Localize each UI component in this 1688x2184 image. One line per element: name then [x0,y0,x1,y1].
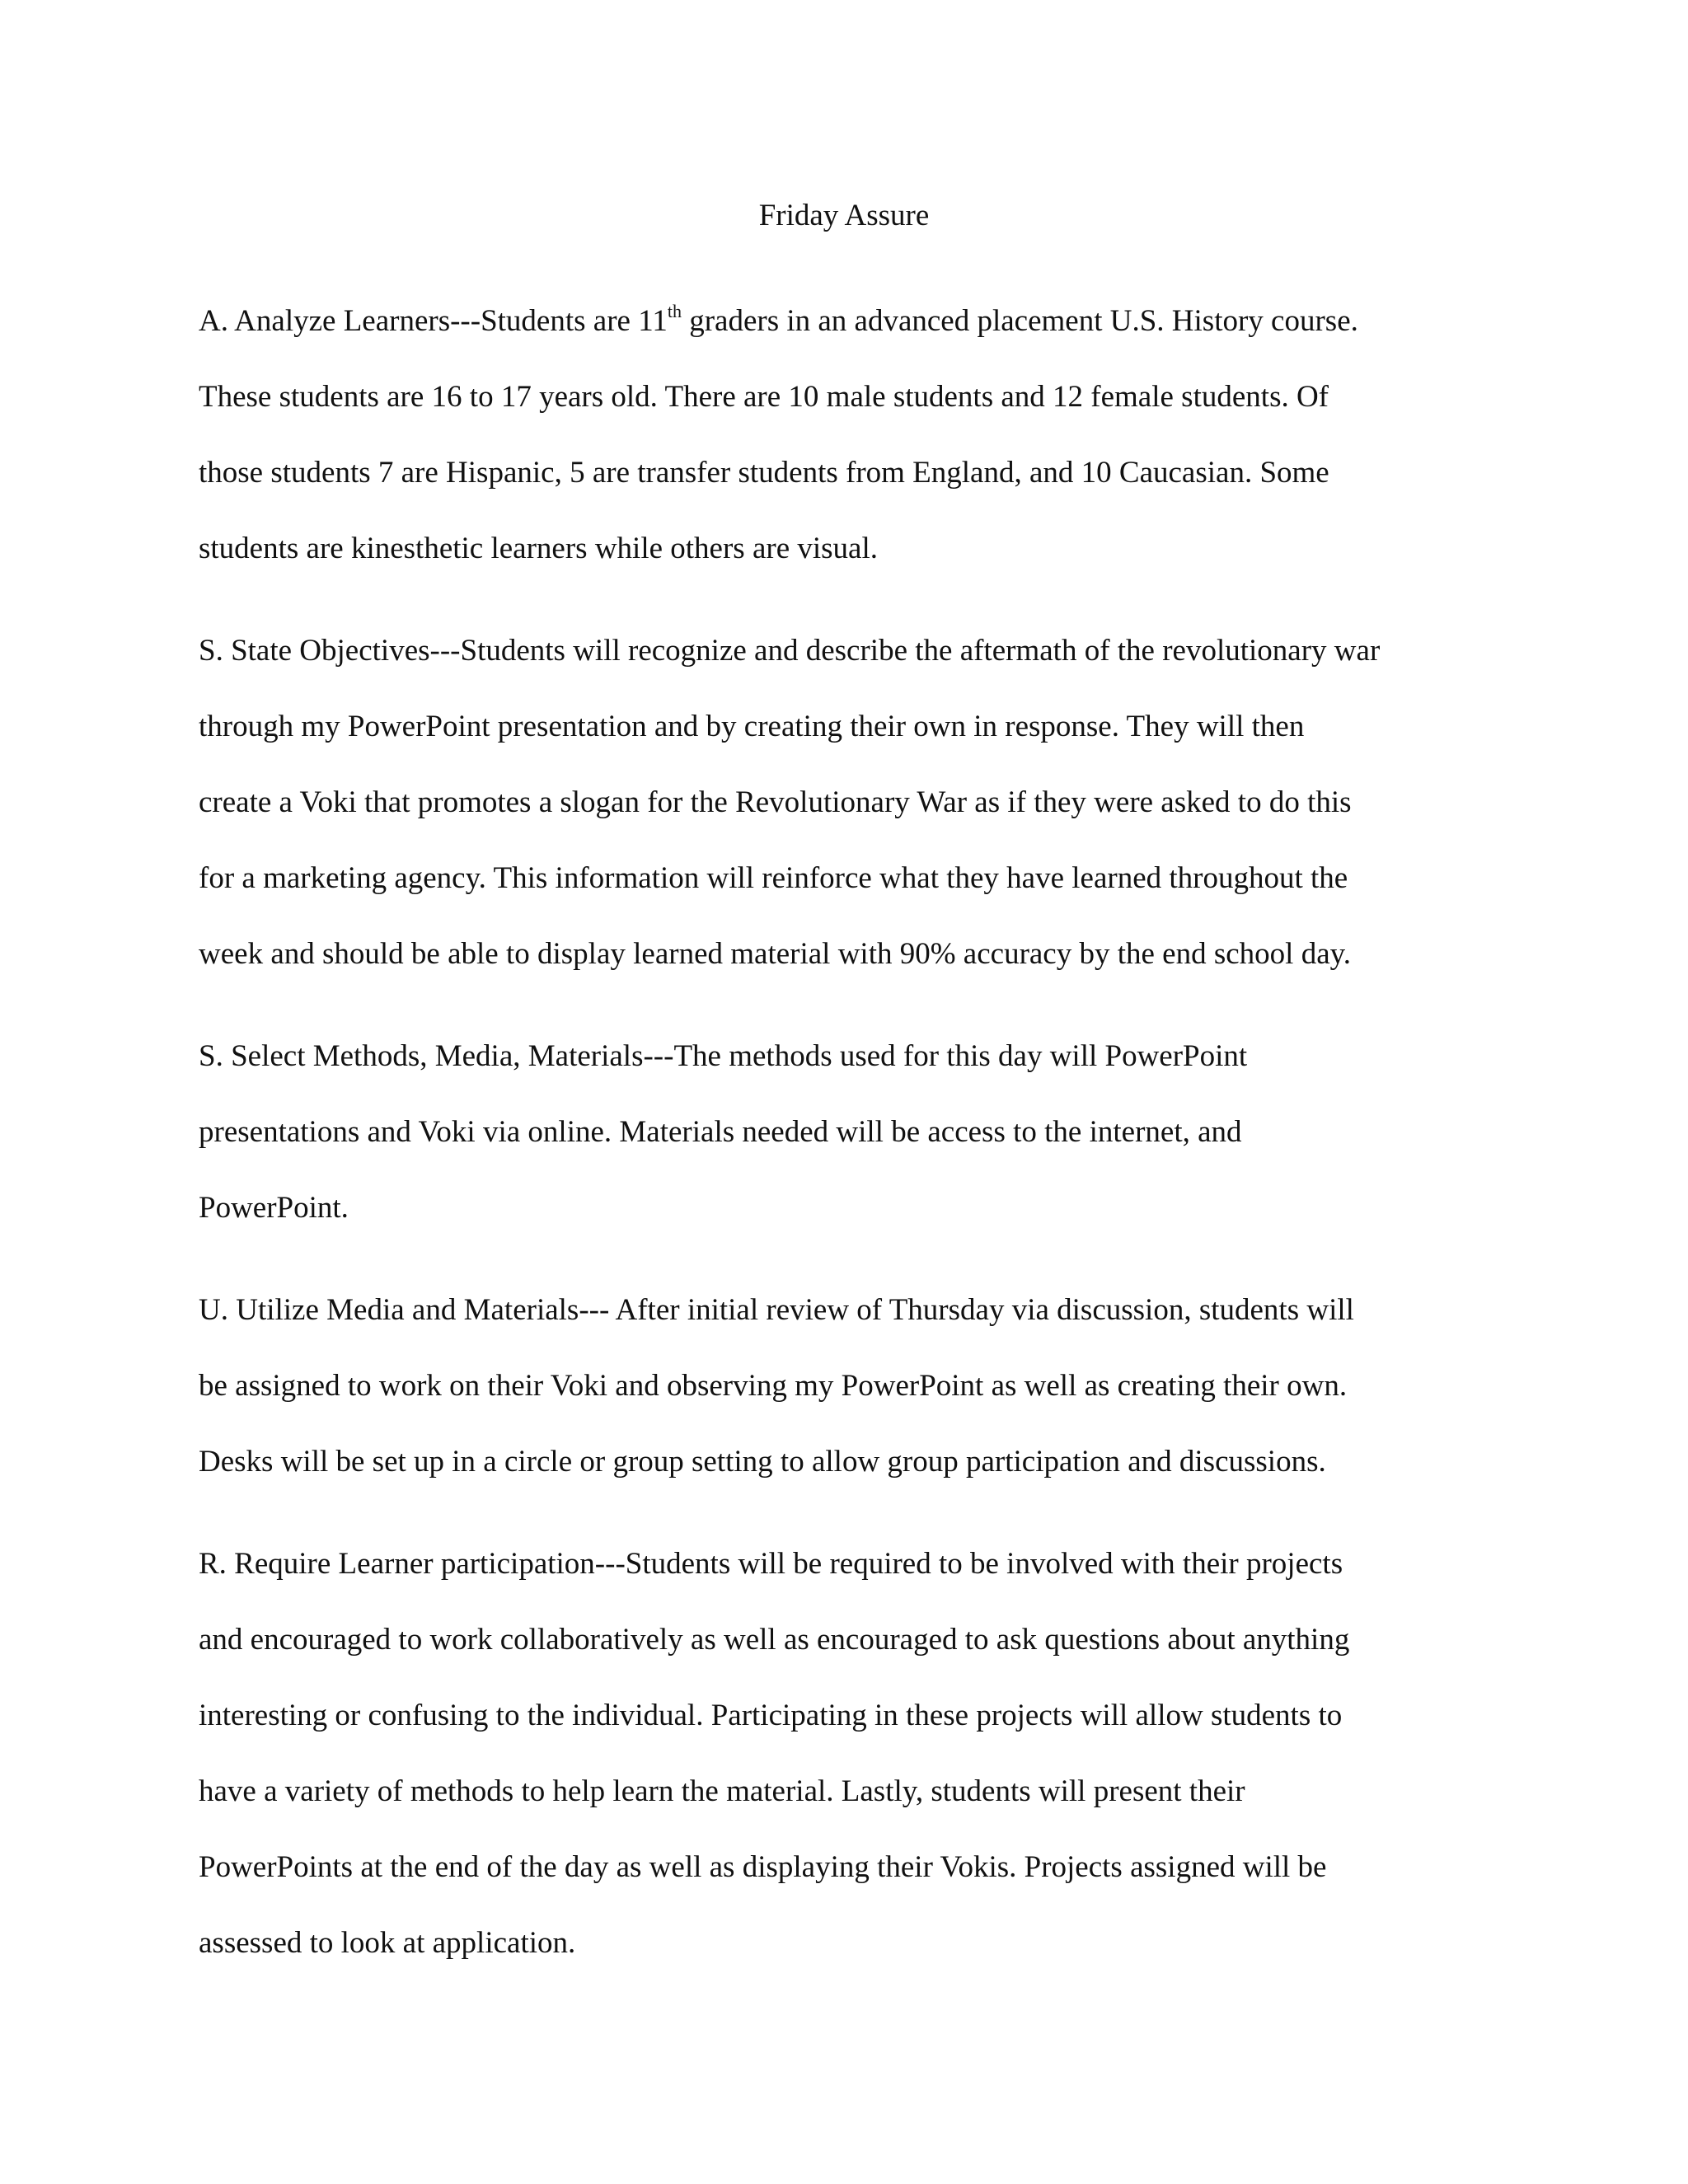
paragraph-line: R. Require Learner participation---Students will be required to be involved with their projects [199,1547,1343,1581]
section-utilize-media [199,1272,1517,1500]
paragraph-line: through my PowerPoint presentation and by creating their own in response. They will then [199,710,1305,743]
paragraph-line: presentations and Voki via online. Materials needed will be access to the internet, and [199,1115,1242,1149]
paragraph-line: students are kinesthetic learners while others are visual. [199,532,878,565]
document-title: Friday Assure [758,199,930,232]
section-require-participation [199,1526,1517,1981]
paragraph-line: U. Utilize Media and Materials--- After initial review of Thursday via discussion, students will [199,1293,1354,1327]
text-run: A. Analyze Learners---Students are 11 [199,304,668,338]
paragraph-line: PowerPoints at the end of the day as well as displaying their Vokis. Projects assigned will be [199,1850,1327,1884]
paragraph-line: Desks will be set up in a circle or group setting to allow group participation and discussions. [199,1445,1326,1479]
paragraph-line: have a variety of methods to help learn the material. Lastly, students will present their [199,1774,1245,1808]
paragraph-line: PowerPoint. [199,1191,349,1225]
text-run: graders in an advanced placement U.S. History course. [681,304,1358,338]
ordinal-suffix: th [667,301,682,321]
paragraph-line: those students 7 are Hispanic, 5 are transfer students from England, and 10 Caucasian. Some [199,456,1329,490]
paragraph-line: interesting or confusing to the individual. Participating in these projects will allow students to [199,1699,1343,1732]
paragraph-line: assessed to look at application. [199,1926,576,1960]
paragraph-line: create a Voki that promotes a slogan for the Revolutionary War as if they were asked to do this [199,785,1352,819]
paragraph-line: be assigned to work on their Voki and observing my PowerPoint as well as creating their own. [199,1369,1348,1403]
paragraph-line: S. State Objectives---Students will recognize and describe the aftermath of the revolutionary war [199,634,1381,668]
paragraph-line: These students are 16 to 17 years old. There are 10 male students and 12 female students. Of [199,380,1329,414]
section-analyze-learners [199,284,1517,587]
section-select-methods [199,1019,1517,1246]
section-state-objectives [199,613,1517,992]
paragraph-line: for a marketing agency. This information will reinforce what they have learned throughout the [199,861,1348,895]
paragraph-line: and encouraged to work collaboratively as well as encouraged to ask questions about anything [199,1623,1350,1657]
paragraph-line [199,284,1517,359]
paragraph-line: S. Select Methods, Media, Materials---The methods used for this day will PowerPoint [199,1039,1248,1073]
paragraph-line: week and should be able to display learned material with 90% accuracy by the end school day. [199,937,1351,971]
